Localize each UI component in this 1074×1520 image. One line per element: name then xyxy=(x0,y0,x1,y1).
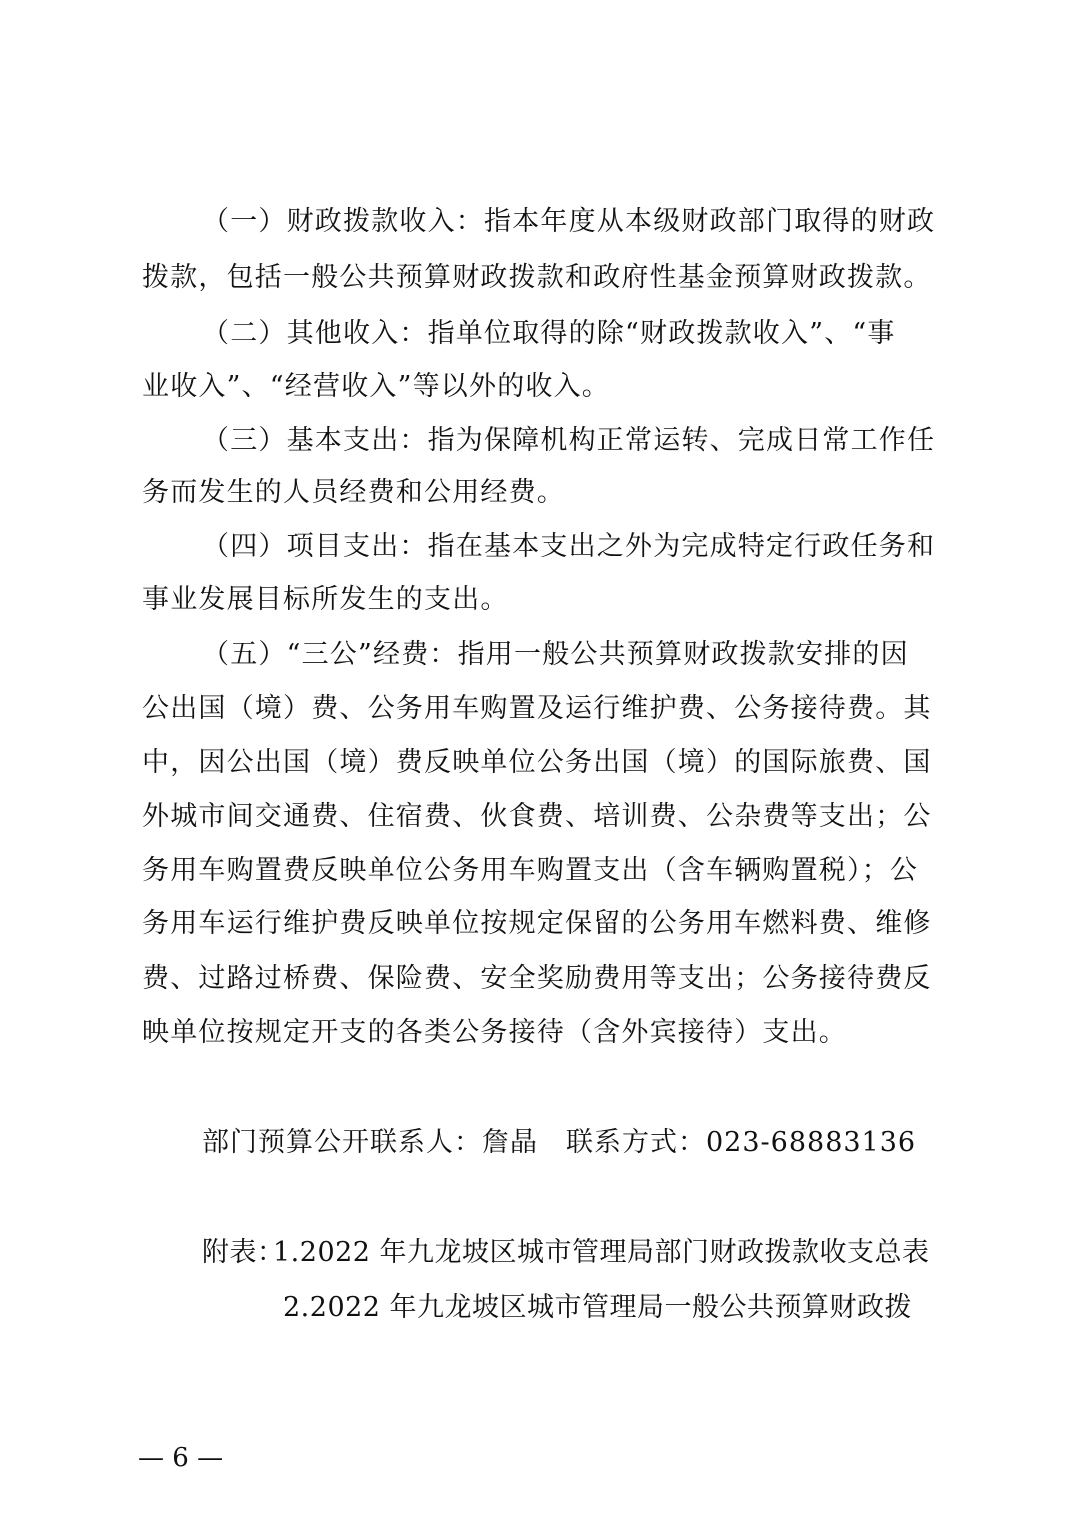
paragraph-2-line-2: 业收入”、“经营收入”等以外的收入。 xyxy=(142,371,611,402)
paragraph-3-line-2: 务而发生的人员经费和公用经费。 xyxy=(142,477,565,508)
paragraph-5-line-2: 公出国（境）费、公务用车购置及运行维护费、公务接待费。其 xyxy=(142,693,932,724)
attachment-item-2: 2.2022 年九龙坡区城市管理局一般公共预算财政拨 xyxy=(283,1292,913,1323)
paragraph-4-line-2: 事业发展目标所发生的支出。 xyxy=(142,584,509,615)
paragraph-5-line-7: 费、过路过桥费、保险费、安全奖励费用等支出；公务接待费反 xyxy=(142,963,932,994)
paragraph-5-line-1: （五）“三公”经费：指用一般公共预算财政拨款安排的因 xyxy=(202,639,909,670)
paragraph-5-line-8: 映单位按规定开支的各类公务接待（含外宾接待）支出。 xyxy=(142,1017,847,1048)
paragraph-2-line-1: （二）其他收入：指单位取得的除“财政拨款收入”、“事 xyxy=(202,318,896,349)
contact-method: 联系方式：023-68883136 xyxy=(566,1127,917,1158)
paragraph-5-line-3: 中，因公出国（境）费反映单位公务出国（境）的国际旅费、国 xyxy=(142,747,932,778)
contact-line xyxy=(202,1123,916,1163)
paragraph-1-line-1: （一）财政拨款收入：指本年度从本级财政部门取得的财政 xyxy=(202,206,936,237)
attachments-label: 附表： xyxy=(202,1237,285,1268)
paragraph-5-line-5: 务用车购置费反映单位公务用车购置支出（含车辆购置税）；公 xyxy=(142,855,919,886)
paragraph-5-line-4: 外城市间交通费、住宿费、伙食费、培训费、公杂费等支出；公 xyxy=(142,801,932,832)
contact-person: 部门预算公开联系人：詹晶 xyxy=(202,1127,538,1158)
attachment-item-1: 1.2022 年九龙坡区城市管理局部门财政拨款收支总表 xyxy=(273,1237,930,1268)
page-number: — 6 — xyxy=(138,1443,224,1473)
paragraph-4-line-1: （四）项目支出：指在基本支出之外为完成特定行政任务和 xyxy=(202,531,936,562)
paragraph-1-line-2: 拨款，包括一般公共预算财政拨款和政府性基金预算财政拨款。 xyxy=(142,262,932,293)
paragraph-3-line-1: （三）基本支出：指为保障机构正常运转、完成日常工作任 xyxy=(202,425,936,456)
paragraph-5-line-6: 务用车运行维护费反映单位按规定保留的公务用车燃料费、维修 xyxy=(142,908,932,939)
